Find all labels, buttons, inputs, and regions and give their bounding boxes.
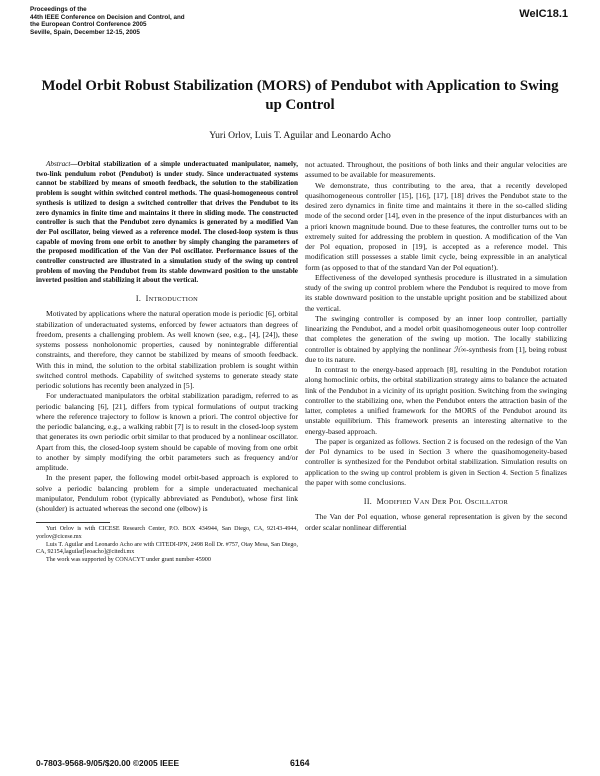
heading-word-initial: O [465,497,472,506]
heading-word-rest: AN [419,499,430,506]
body-paragraph: Effectiveness of the developed synthesis procedure is illustrated in a simulation study of the swing up control problem where the Pendubot is required to move from its stable downward position to the unstable upright position and be stabilized about the vertical. [305,272,567,313]
author-list: Yuri Orlov, Luis T. Aguilar and Leonardo Acho [209,130,391,141]
footnote: The work was supported by CONACYT under grant number 45900 [46,556,211,563]
page-number: 6164 [290,758,310,768]
section-title-initial: I [145,294,149,304]
body-paragraph [305,314,567,365]
paper-title: Model Orbit Robust Stabilization (MORS) of Pendubot with Application to Swing up Control [41,78,559,113]
heading-word-initial: V [413,497,420,506]
heading-word-rest: SCILLATOR [471,499,509,506]
body-paragraph: In the present paper, the following model orbit-based approach is explored to solve a periodic balancing problem for a simple underactuated mechanical manipulator, Pendulum robot (typically abbreviated as Pendubot), whose first link (shoulder) is actuated whereas the second one (elbow) is [36,473,298,514]
heading-word-rest: ODIFIED [383,499,412,506]
body-paragraph: The Van der Pol equation, whose general representation is given by the second order scalar nonlinear differential [305,512,567,532]
body-paragraph: The paper is organized as follows. Section 2 is focused on the redesign of the Van der Pol dynamics to be used in Section 3 where the quasihomogeneity-based controller is synthesized for the Pendubot orbital stabilization. Simulation results on application to the swing up control problem is given in Section 4. Section 5 finalizes the paper with some conclusions. [305,436,567,487]
section-heading-oscillator [305,497,567,508]
abstract-text: —Orbital stabilization of a simple underactuated manipulator, namely, two-link pendulum robot (Pendubot) is under study. Since underactuated systems cannot be stabilized by means of smooth feedback, the solution to the stabilization problem is sought within switched control methods. The quasi-homogeneous control synthesis is utilized to design a switched controller that drives the Pendubot to its zero dynamics in finite time and maintains it there in sliding mode. The constructed controller is such that the Pendubot zero dynamics is generated by a modified Van der Pol oscillator, being viewed as a reference model. The closed-loop system is thus capable of moving from one orbit to another by simply changing the parameters of the proposed modification of the Van der Pol oscillator. Performance issues of the controller constructed are illustrated in a simulation study of the swing up control problem of moving the Pendubot from its stable downward position to the unstable inverted position and stabilizing it about the vertical. [36,160,298,285]
proceedings-line: Proceedings of the [30,6,87,13]
body-paragraph: In contrast to the energy-based approach [8], resulting in the Pendubot rotation along homoclinic orbits, the orbital stabilization strategy aims to balance the actuated link of the Pendubot in a vicinity of its upright position. Switching from the swinging controller to the stabilizing one, when the Pendubot enters the attraction basin of the latter, completes a unified framework for the MORS of the Pendubot around its unstable equilibrium. This framework presents an interesting alternative to the energy-based approach. [305,365,567,436]
left-column [36,160,298,564]
body-paragraph: For underactuated manipulators the orbital stabilization paradigm, referred to as periodic balancing [6], [21], differs from typical formulations of output tracking where the reference trajectory to follow is known a priori. The control objective for the periodic balancing, e.g., a walking rabbit [7] is to result in the closed-loop system that generates its own periodic orbit similar to that produced by a nonlinear oscillator. Apart from this, the closed-loop system should be capable of moving from one orbit to another by simply modifying the orbit parameters such as frequency and/or amplitude. [36,391,298,473]
h-infinity-symbol: ℋ∞ [453,344,467,354]
text-run: The swinging controller is composed by an inner loop controller, partially linearizing the Pendubot, and a model orbit quasihomogeneous outer loop controller that completes the generation of the swing up motion. The locally stabilizing controller is obtained by applying the nonlinear [305,313,567,354]
section-heading-introduction [36,294,298,305]
right-column [305,160,567,533]
heading-word-initial: D [431,497,438,506]
abstract [36,160,298,286]
proceedings-header [30,6,330,36]
footnote: Yuri Orlov is with CICESE Research Center, P.O. BOX 434944, San Diego, CA, 92143-4944, yorlov@cicese.mx [36,526,298,540]
session-code: WeIC18.1 [519,8,568,20]
body-paragraph: not actuated. Throughout, the positions of both links and their angular velocities are assumed to be available for measurements. [305,160,567,180]
footnote-divider [36,522,110,523]
heading-word-initial: P [448,497,454,506]
section-number: II. [363,497,373,506]
body-paragraph: We demonstrate, thus contributing to the area, that a recently developed quasihomogeneous controller [15], [16], [17], [18] drives the Pendubot state to the desired zero dynamics in finite time and maintains it there in the so-called sliding mode of the second order [14], even in the presence of the input disturbances with an a priori known magnitude bound. Due to these features, the controller turns out to be extremely suited for addressing the problem in question. A modification of the Van der Pol equation, proposed in [19], is accepted as a reference model. This modification still possesses a stable limit cycle, being expressible in an analytical form (as opposed to that of the standard Van der Pol equation!). [305,180,567,272]
section-number: I. [135,294,142,304]
section-title-rest: NTRODUCTION [148,296,199,304]
proceedings-line: Seville, Spain, December 12-15, 2005 [30,28,140,36]
proceedings-line: 44th IEEE Conference on Decision and Control, and [30,13,185,21]
proceedings-line: the European Control Conference 2005 [30,21,147,29]
text-run: -synthesis from [1], being robust due to its nature. [305,344,567,364]
body-paragraph: Motivated by applications where the natural operation mode is periodic [6], orbital stabilization of underactuated systems, enforced by fewer actuators than degrees of freedom, presents a challenging problem. As well known (see, e.g., [4], [24]), these systems possess nonholonomic properties, caused by nonintegrable differential constraints, and therefore, they cannot be stabilized by means of smooth feedback. With this in mind, the solution to the orbital stabilization problem is sought within switched control methods. Capability of switched systems to generate steady state periodic solutions has recently been analyzed in [5]. [36,309,298,391]
isbn-footer: 0-7803-9568-9/05/$20.00 ©2005 IEEE [36,758,180,768]
heading-word-rest: OL [453,499,463,506]
footnote: Luis T. Aguilar and Leonardo Acho are with CITEDI-IPN, 2498 Roll Dr. #757, Otay Mesa, San Diego, CA, 92154,laguilar[leoacho]@citedi.mx [36,541,298,556]
heading-word-rest: ER [437,499,447,506]
abstract-label: Abstract [46,160,71,168]
heading-word-initial: M [376,497,384,506]
